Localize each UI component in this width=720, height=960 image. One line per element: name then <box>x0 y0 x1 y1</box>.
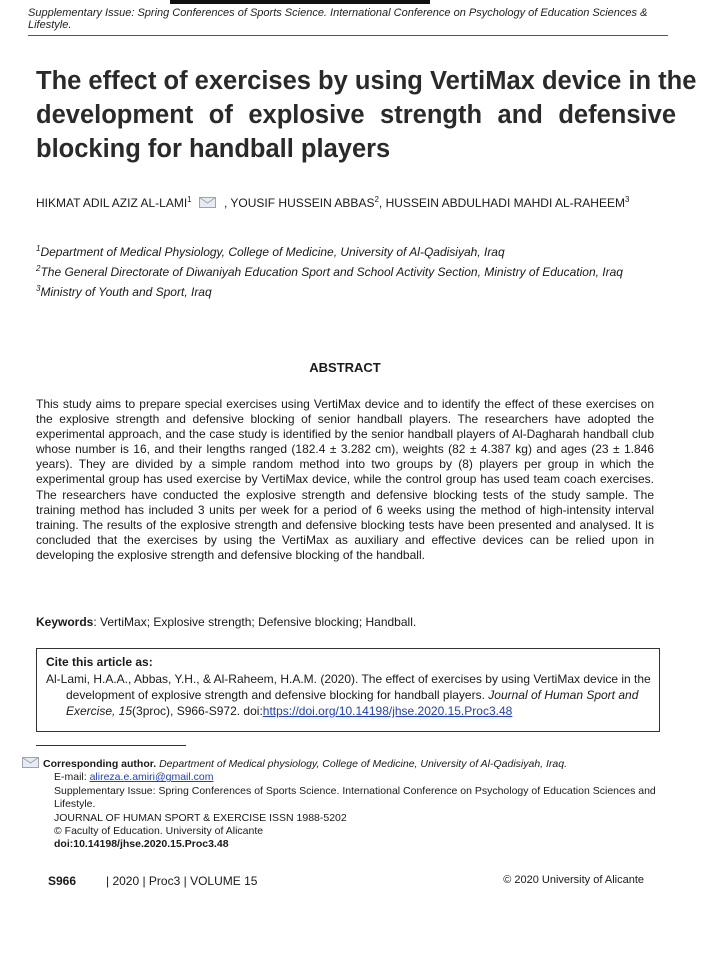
journal-name: Journal of Human Sport and Exercise, 15 <box>66 688 639 718</box>
page-number: S966 <box>48 874 77 888</box>
issue-info: | 2020 | Proc3 | VOLUME 15 <box>106 874 258 888</box>
keywords-label: Keywords <box>36 615 94 629</box>
page-footer <box>48 874 648 892</box>
abstract-heading: ABSTRACT <box>309 360 381 375</box>
title-line-1: The effect of exercises by using VertiMax device in the <box>36 67 697 95</box>
citation-text: Al-Lami, H.A.A., Abbas, Y.H., & Al-Raheem, H.A.M. (2020). The effect of exercises by using VertiMax device in the development of explosive strength and defensive blocking for handball players. Journal of Human Sport and Exercise, 15(3proc), S966-S972. doi:https://doi.org/10.14198/jhse.2020.15.Proc3.48 <box>46 672 651 718</box>
footnote-divider <box>36 745 186 746</box>
affiliations <box>36 244 666 304</box>
author-3: , HUSSEIN ABDULHADI MAHDI AL-RAHEEM <box>378 196 625 210</box>
faculty-copyright: © Faculty of Education. University of Alicante <box>54 825 264 838</box>
top-bar-decoration <box>170 0 430 4</box>
envelope-icon <box>22 757 39 768</box>
author-2-sup: 2 <box>374 195 379 204</box>
title-line-3: blocking for handball players <box>36 135 391 163</box>
keywords <box>36 614 654 630</box>
email-line: E-mail: alireza.e.amiri@gmail.com <box>54 771 214 784</box>
keywords-list: : VertiMax; Explosive strength; Defensive blocking; Handball. <box>93 615 417 629</box>
corresponding-author: Corresponding author. Department of Medical physiology, College of Medicine, University of Al-Qadisiyah, Iraq. <box>22 757 662 771</box>
affiliation-2: $^2$The General Directorate of Diwaniyah Education Sport and School Activity Section, Ministry of Education, Iraq <box>36 264 623 279</box>
article-title <box>36 64 697 166</box>
footer-copyright: © 2020 University of Alicante <box>503 874 644 886</box>
author-2: , YOUSIF HUSSEIN ABBAS <box>223 196 375 210</box>
affiliation-3: $^3$Ministry of Youth and Sport, Iraq <box>36 284 212 299</box>
doi-link[interactable]: https://doi.org/10.14198/jhse.2020.15.Proc3.48 <box>262 704 513 718</box>
supplement-note: Supplementary Issue: Spring Conferences of Sports Science. International Conference on Psychology of Education Sciences and Lifestyle. <box>54 784 656 811</box>
author-1-sup: 1 <box>187 195 192 204</box>
journal-issn: JOURNAL OF HUMAN SPORT & EXERCISE ISSN 1988-5202 <box>54 811 347 824</box>
author-list <box>36 193 656 213</box>
footnote-doi: doi:10.14198/jhse.2020.15.Proc3.48 <box>54 838 229 851</box>
author-3-sup: 3 <box>624 195 630 204</box>
email-link[interactable]: alireza.e.amiri@gmail.com <box>89 771 214 784</box>
affiliation-1: $^1$Department of Medical Physiology, College of Medicine, University of Al-Qadisiyah, Iraq <box>36 244 505 259</box>
supplement-header: Supplementary Issue: Spring Conferences of Sports Science. International Conference on Psychology of Education Sciences & Lifestyle. <box>28 7 668 36</box>
envelope-icon[interactable] <box>199 197 216 208</box>
citation-box <box>36 648 660 732</box>
citation-heading: Cite this article as: <box>46 655 153 669</box>
footnotes <box>22 757 662 852</box>
title-line-2: development of explosive strength and defensive <box>36 101 676 129</box>
abstract-body: This study aims to prepare special exercises using VertiMax device and to identify the effect of these exercises on the explosive strength and defensive blocking of senior handball players. The researchers have adopted the experimental approach, and the case study is identified by the senior handball players of Al-Dagharah handball club whose number is 16, and their lengths ranged (182.4 ± 3.282 cm), weights (82 ± 4.387 kg) and ages (23 ± 1.846 years). They are divided by a simple random method into two groups by (8) players per group in which the experimental group has used exercise by VertiMax device, while the control group has used team coach exercises. The researchers have conducted the explosive strength and defensive blocking tests of the study sample. The training method has included 3 units per week for a period of 6 weeks using the method of high-intensity interval training. The results of the explosive strength and defensive blocking tests have been presented and analysed. It is concluded that the exercises by using the VertiMax as auxiliary and effective devices can be relied upon in developing the explosive strength and defensive blocking of the handball. <box>36 397 654 562</box>
author-1: HIKMAT ADIL AZIZ AL-LAMI <box>36 196 188 210</box>
